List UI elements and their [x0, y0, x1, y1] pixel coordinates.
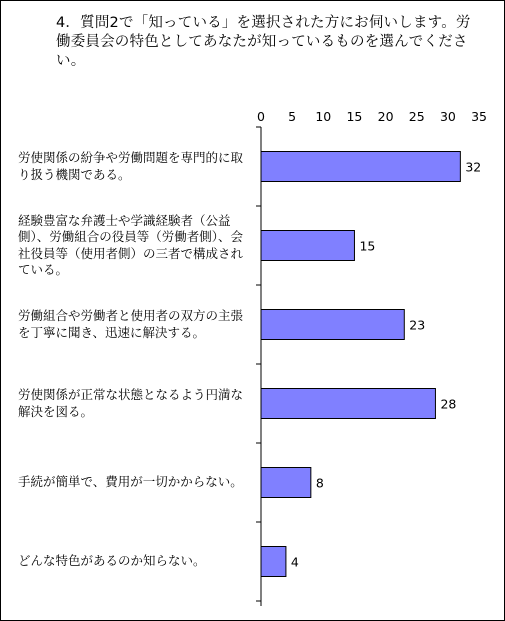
x-tick-label: 5 — [288, 109, 297, 124]
bar — [261, 547, 286, 577]
x-tick-label: 0 — [257, 109, 265, 124]
bar — [261, 152, 460, 182]
category-label: 労使関係の紛争や労働問題を専門的に取り扱う機関である。 — [18, 150, 244, 182]
data-label: 8 — [315, 475, 324, 491]
category-label: 手続が簡単で、費用が一切かからない。 — [18, 474, 243, 489]
x-tick-label: 20 — [377, 109, 394, 124]
x-tick-label: 10 — [315, 109, 332, 124]
bar — [261, 310, 404, 340]
category-label: 経験豊富な弁護士や学識経験者（公益側）、労働組合の役員等（労働者側）、会社役員等（使用者側）の三者で構成されている。 — [18, 212, 244, 277]
category-label: 労使関係が正常な状態となるよう円満な解決を図る。 — [18, 387, 244, 419]
data-label: 23 — [409, 317, 426, 333]
bar — [261, 389, 435, 419]
bar — [261, 231, 354, 261]
x-tick-label: 15 — [346, 109, 363, 124]
data-label: 4 — [290, 554, 299, 570]
data-label: 15 — [359, 238, 376, 254]
data-label: 32 — [465, 159, 482, 175]
bar — [261, 468, 311, 498]
x-tick-label: 35 — [471, 109, 488, 124]
data-label: 28 — [440, 396, 457, 412]
x-tick-label: 30 — [439, 109, 456, 124]
x-tick-label: 25 — [408, 109, 425, 124]
question-text: 4．質問2で「知っている」を選択された方にお伺いします。労働委員会の特色としてあなたが知っているものを選んでください。 — [56, 15, 471, 69]
category-label: どんな特色があるのか知らない。 — [18, 553, 206, 568]
category-label: 労働組合や労働者と使用者の双方の主張を丁寧に聞き、迅速に解決する。 — [18, 308, 244, 340]
